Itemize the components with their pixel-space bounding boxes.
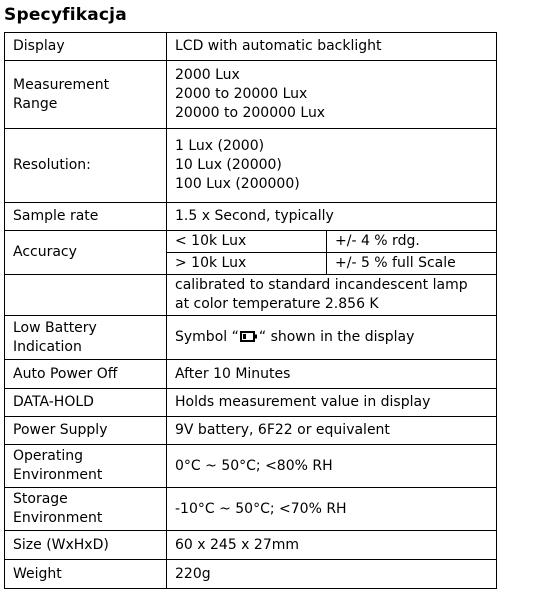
row-data-hold — [5, 389, 497, 417]
accuracy-tolerance-low: +/- 4 % rdg. — [327, 231, 497, 253]
label-line: Measurement — [13, 76, 110, 93]
symbol-text-after: “ shown in the display — [258, 329, 415, 345]
accuracy-range-low: < 10k Lux — [167, 231, 327, 253]
label-line: Environment — [13, 510, 103, 526]
row-measurement-range — [5, 61, 497, 129]
size-label: Size (WxHxD) — [5, 531, 167, 560]
page-title: Specyfikacja — [4, 5, 127, 25]
row-size — [5, 531, 497, 560]
value-line: 20000 to 200000 Lux — [175, 105, 326, 121]
row-accuracy — [5, 231, 497, 253]
row-resolution — [5, 129, 497, 203]
row-auto-power-off — [5, 360, 497, 389]
row-power-supply — [5, 417, 497, 445]
sample-rate-label: Sample rate — [5, 203, 167, 231]
calibration-value — [167, 275, 497, 316]
accuracy-range-high: > 10k Lux — [167, 253, 327, 275]
display-value: LCD with automatic backlight — [167, 33, 497, 61]
label-line: Operating — [13, 448, 83, 464]
storage-environment-value: -10°C ~ 50°C; <70% RH — [167, 488, 497, 531]
row-weight — [5, 560, 497, 589]
operating-environment-label — [5, 445, 167, 488]
auto-power-off-value: After 10 Minutes — [167, 360, 497, 389]
row-calibration — [5, 275, 497, 316]
label-line: Storage — [13, 491, 68, 507]
operating-environment-value: 0°C ~ 50°C; <80% RH — [167, 445, 497, 488]
accuracy-tolerance-high: +/- 5 % full Scale — [327, 253, 497, 275]
power-supply-value: 9V battery, 6F22 or equivalent — [167, 417, 497, 445]
power-supply-label: Power Supply — [5, 417, 167, 445]
specification-table — [4, 32, 497, 589]
resolution-value — [167, 129, 497, 203]
auto-power-off-label: Auto Power Off — [5, 360, 167, 389]
data-hold-label: DATA-HOLD — [5, 389, 167, 417]
accuracy-label: Accuracy — [5, 231, 167, 275]
value-line: 1 Lux (2000) — [175, 138, 265, 154]
row-display — [5, 33, 497, 61]
low-battery-label — [5, 316, 167, 360]
sample-rate-value: 1.5 x Second, typically — [167, 203, 497, 231]
calibration-label-empty — [5, 275, 167, 316]
measurement-range-value — [167, 61, 497, 129]
resolution-label: Resolution: — [5, 129, 167, 203]
display-label: Display — [5, 33, 167, 61]
label-line: Low Battery — [13, 319, 97, 336]
weight-label: Weight — [5, 560, 167, 589]
symbol-text-before: Symbol “ — [175, 329, 239, 345]
low-battery-value — [167, 316, 497, 360]
value-line: calibrated to standard incandescent lamp — [175, 277, 468, 293]
value-line: 100 Lux (200000) — [175, 176, 300, 192]
storage-environment-label — [5, 488, 167, 531]
row-low-battery — [5, 316, 497, 360]
row-storage-environment — [5, 488, 497, 531]
value-line: at color temperature 2.856 K — [175, 296, 379, 312]
row-sample-rate — [5, 203, 497, 231]
size-value: 60 x 245 x 27mm — [167, 531, 497, 560]
label-line: Indication — [13, 338, 82, 355]
label-line: Environment — [13, 467, 103, 483]
data-hold-value: Holds measurement value in display — [167, 389, 497, 417]
value-line: 10 Lux (20000) — [175, 157, 282, 173]
value-line: 2000 to 20000 Lux — [175, 86, 308, 102]
measurement-range-label — [5, 61, 167, 129]
row-operating-environment — [5, 445, 497, 488]
value-line: 2000 Lux — [175, 67, 240, 83]
weight-value: 220g — [167, 560, 497, 589]
battery-icon — [240, 331, 258, 342]
label-line: Range — [13, 95, 58, 112]
